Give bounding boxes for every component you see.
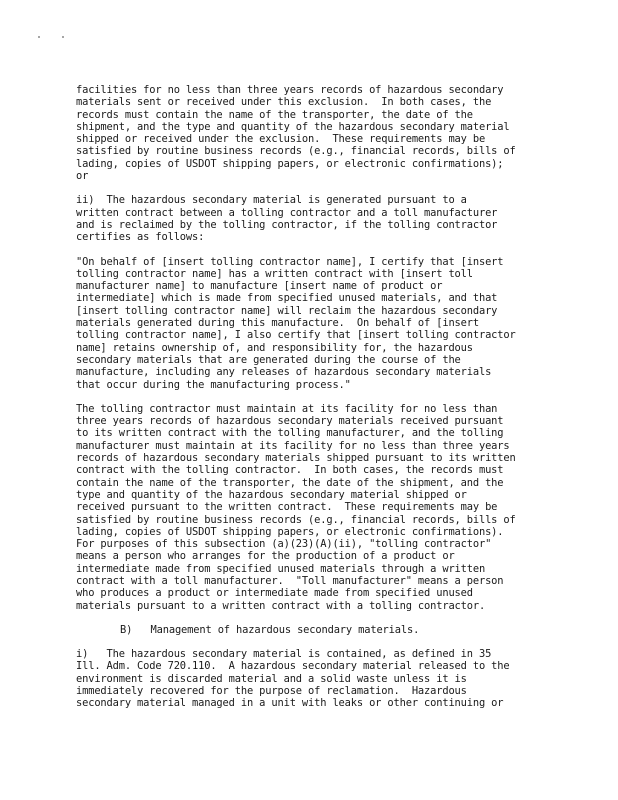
text-line: satisfied by routine business records (e.g., financial records, bills of: [76, 145, 516, 158]
text-line: received pursuant to the written contract. These requirements may be: [76, 501, 498, 514]
text-line: records must contain the name of the transporter, the date of the: [76, 108, 473, 121]
text-line: certifies as follows:: [76, 231, 205, 244]
text-line: satisfied by routine business records (e.g., financial records, bills of: [76, 513, 516, 526]
text-line: that occur during the manufacturing process.": [76, 378, 351, 391]
text-line: The tolling contractor must maintain at its facility for no less than: [76, 402, 498, 415]
text-line: [insert tolling contractor name] will reclaim the hazardous secondary: [76, 304, 498, 317]
text-line: manufacturer name] to manufacture [insert name of product or: [76, 280, 443, 293]
paragraph: [76, 403, 546, 612]
text-line: lading, copies of USDOT shipping papers, or electronic confirmations);: [76, 157, 504, 170]
text-line: means a person who arranges for the production of a product or: [76, 550, 455, 563]
text-line: ii) The hazardous secondary material is generated pursuant to a: [76, 194, 467, 207]
document-body: [76, 84, 546, 722]
text-line: environment is discarded material and a solid waste unless it is: [76, 672, 467, 685]
paragraph: [76, 194, 546, 243]
text-line: facilities for no less than three years records of hazardous secondary: [76, 84, 504, 96]
text-line: manufacture, including any releases of hazardous secondary materials: [76, 366, 492, 379]
scan-speck: [62, 36, 64, 38]
paragraph: [76, 648, 546, 709]
text-line: B) Management of hazardous secondary materials.: [120, 623, 420, 636]
scan-speck: [38, 36, 40, 38]
text-line: shipped or received under the exclusion. These requirements may be: [76, 133, 486, 146]
text-line: three years records of hazardous secondary materials received pursuant: [76, 415, 504, 428]
text-line: intermediate] which is made from specified unused materials, and that: [76, 292, 498, 305]
section-heading: [76, 624, 546, 636]
text-line: who produces a product or intermediate made from specified unused: [76, 587, 473, 600]
paragraph: [76, 84, 546, 182]
text-line: contain the name of the transporter, the date of the shipment, and the: [76, 476, 504, 489]
text-line: materials sent or received under this exclusion. In both cases, the: [76, 96, 492, 109]
text-line: lading, copies of USDOT shipping papers, or electronic confirmations).: [76, 525, 504, 538]
text-line: secondary material managed in a unit with leaks or other continuing or: [76, 697, 504, 710]
text-line: tolling contractor name], I also certify that [insert tolling contractor: [76, 329, 516, 342]
text-line: records of hazardous secondary materials shipped pursuant to its written: [76, 452, 516, 465]
text-line: shipment, and the type and quantity of the hazardous secondary material: [76, 120, 510, 133]
text-line: and is reclaimed by the tolling contractor, if the tolling contractor: [76, 218, 498, 231]
text-line: written contract between a tolling contractor and a toll manufacturer: [76, 206, 498, 219]
text-line: or: [76, 170, 89, 183]
text-line: to its written contract with the tolling manufacturer, and the tolling: [76, 427, 504, 440]
text-line: i) The hazardous secondary material is contained, as defined in 35: [76, 648, 492, 661]
text-line: secondary materials that are generated during the course of the: [76, 353, 461, 366]
text-line: contract with the tolling contractor. In both cases, the records must: [76, 464, 504, 477]
text-line: materials pursuant to a written contract with a tolling contractor.: [76, 599, 486, 612]
text-line: name] retains ownership of, and responsibility for, the hazardous: [76, 341, 473, 354]
paragraph: [76, 256, 546, 391]
text-line: type and quantity of the hazardous secondary material shipped or: [76, 488, 467, 501]
text-line: contract with a toll manufacturer. "Toll manufacturer" means a person: [76, 574, 504, 587]
text-line: For purposes of this subsection (a)(23)(A)(ii), "tolling contractor": [76, 538, 492, 551]
text-line: tolling contractor name] has a written contract with [insert toll: [76, 267, 473, 280]
text-line: Ill. Adm. Code 720.110. A hazardous secondary material released to the: [76, 660, 510, 673]
text-line: immediately recovered for the purpose of reclamation. Hazardous: [76, 685, 467, 698]
text-line: intermediate made from specified unused materials through a written: [76, 562, 486, 575]
text-line: materials generated during this manufacture. On behalf of [insert: [76, 317, 479, 330]
text-line: manufacturer must maintain at its facility for no less than three years: [76, 439, 510, 452]
text-line: "On behalf of [insert tolling contractor name], I certify that [insert: [76, 255, 504, 268]
